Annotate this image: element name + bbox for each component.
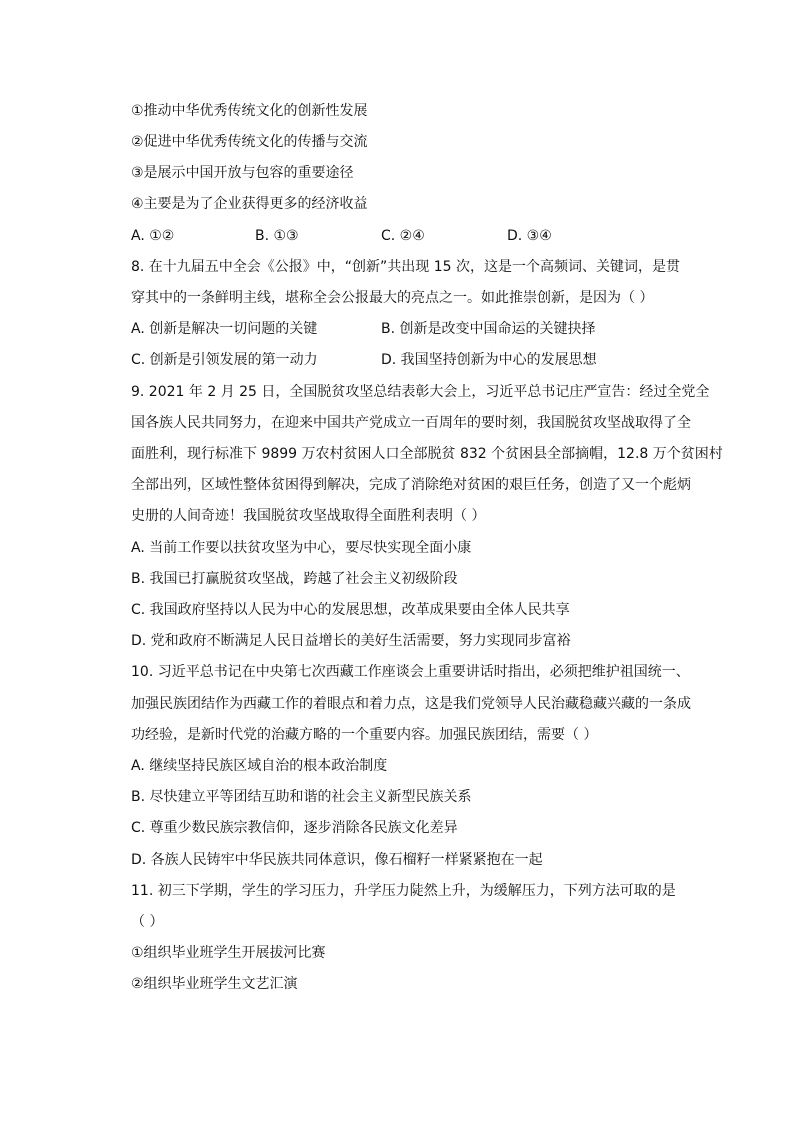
q10-stem-line-1: 10. 习近平总书记在中央第七次西藏工作座谈会上重要讲话时指出，必须把维护祖国统一、 (131, 664, 690, 680)
q10-stem-line-3: 功经验，是新时代党的治藏方略的一个重要内容。加强民族团结，需要（ ） (131, 727, 598, 743)
q9-stem-line-1: 9. 2021 年 2 月 25 日，全国脱贫攻坚总结表彰大会上，习近平总书记庄严宣告：经过全党全 (131, 384, 710, 400)
q8-option-a[interactable]: A. 创新是解决一切问题的关键 (131, 321, 318, 337)
q9-stem-line-3: 面胜利，现行标准下 9899 万农村贫困人口全部脱贫 832 个贫困县全部摘帽，12.8 万个贫困村 (131, 446, 723, 462)
q11-stem-line-2: （ ） (131, 914, 164, 930)
q9-option-b[interactable]: B. 我国已打赢脱贫攻坚战，跨越了社会主义初级阶段 (131, 571, 458, 587)
q9-option-a[interactable]: A. 当前工作要以扶贫攻坚为中心，要尽快实现全面小康 (131, 540, 472, 556)
q10-stem-line-2: 加强民族团结作为西藏工作的着眼点和着力点，这是我们党领导人民治藏稳藏兴藏的一条成 (131, 696, 691, 712)
q8-stem-line-1: 8. 在十九届五中全会《公报》中，“创新”共出现 15 次，这是一个高频词、关键词，是贯 (131, 259, 681, 275)
q8-option-d[interactable]: D. 我国坚持创新为中心的发展思想 (381, 352, 597, 368)
q7-option-a[interactable]: A. ①② (131, 228, 175, 244)
q9-stem-line-2: 国各族人民共同努力，在迎来中国共产党成立一百周年的要时刻，我国脱贫攻坚战取得了全 (131, 415, 691, 431)
q8-options-row-1 (131, 319, 671, 339)
q7-option-b[interactable]: B. ①③ (255, 228, 299, 244)
q11-statement-2: ②组织毕业班学生文艺汇演 (131, 976, 298, 992)
q7-statement-3: ③是展示中国开放与包容的重要途径 (131, 165, 354, 181)
q9-stem-line-5: 史册的人间奇迹！我国脱贫攻坚战取得全面胜利表明（ ） (131, 508, 486, 524)
q10-option-b[interactable]: B. 尽快建立平等团结互助和谐的社会主义新型民族关系 (131, 789, 472, 805)
q7-statement-2: ②促进中华优秀传统文化的传播与交流 (131, 134, 368, 150)
q7-option-c[interactable]: C. ②④ (381, 228, 425, 244)
q8-options-row-2 (131, 350, 671, 370)
q8-option-c[interactable]: C. 创新是引领发展的第一动力 (131, 352, 318, 368)
q10-option-a[interactable]: A. 继续坚持民族区域自治的根本政治制度 (131, 758, 388, 774)
q7-options (131, 226, 671, 246)
q9-option-c[interactable]: C. 我国政府坚持以人民为中心的发展思想，改革成果要由全体人民共享 (131, 602, 570, 618)
q10-option-c[interactable]: C. 尊重少数民族宗教信仰，逐步消除各民族文化差异 (131, 820, 458, 836)
q9-option-d[interactable]: D. 党和政府不断满足人民日益增长的美好生活需要，努力实现同步富裕 (131, 633, 571, 649)
q7-statement-1: ①推动中华优秀传统文化的创新性发展 (131, 103, 368, 119)
q11-stem-line-1: 11. 初三下学期，学生的学习压力，升学压力陡然上升，为缓解压力，下列方法可取的是 (131, 883, 676, 899)
q7-option-d[interactable]: D. ③④ (507, 228, 552, 244)
q10-option-d[interactable]: D. 各族人民铸牢中华民族共同体意识，像石榴籽一样紧紧抱在一起 (131, 852, 543, 868)
q8-option-b[interactable]: B. 创新是改变中国命运的关键抉择 (381, 321, 596, 337)
q8-stem-line-2: 穿其中的一条鲜明主线，堪称全会公报最大的亮点之一。如此推崇创新，是因为（ ） (131, 290, 654, 306)
q11-statement-1: ①组织毕业班学生开展拔河比赛 (131, 945, 326, 961)
q7-statement-4: ④主要是为了企业获得更多的经济收益 (131, 196, 368, 212)
q9-stem-line-4: 全部出列，区域性整体贫困得到解决，完成了消除绝对贫困的艰巨任务，创造了又一个彪炳 (131, 477, 691, 493)
